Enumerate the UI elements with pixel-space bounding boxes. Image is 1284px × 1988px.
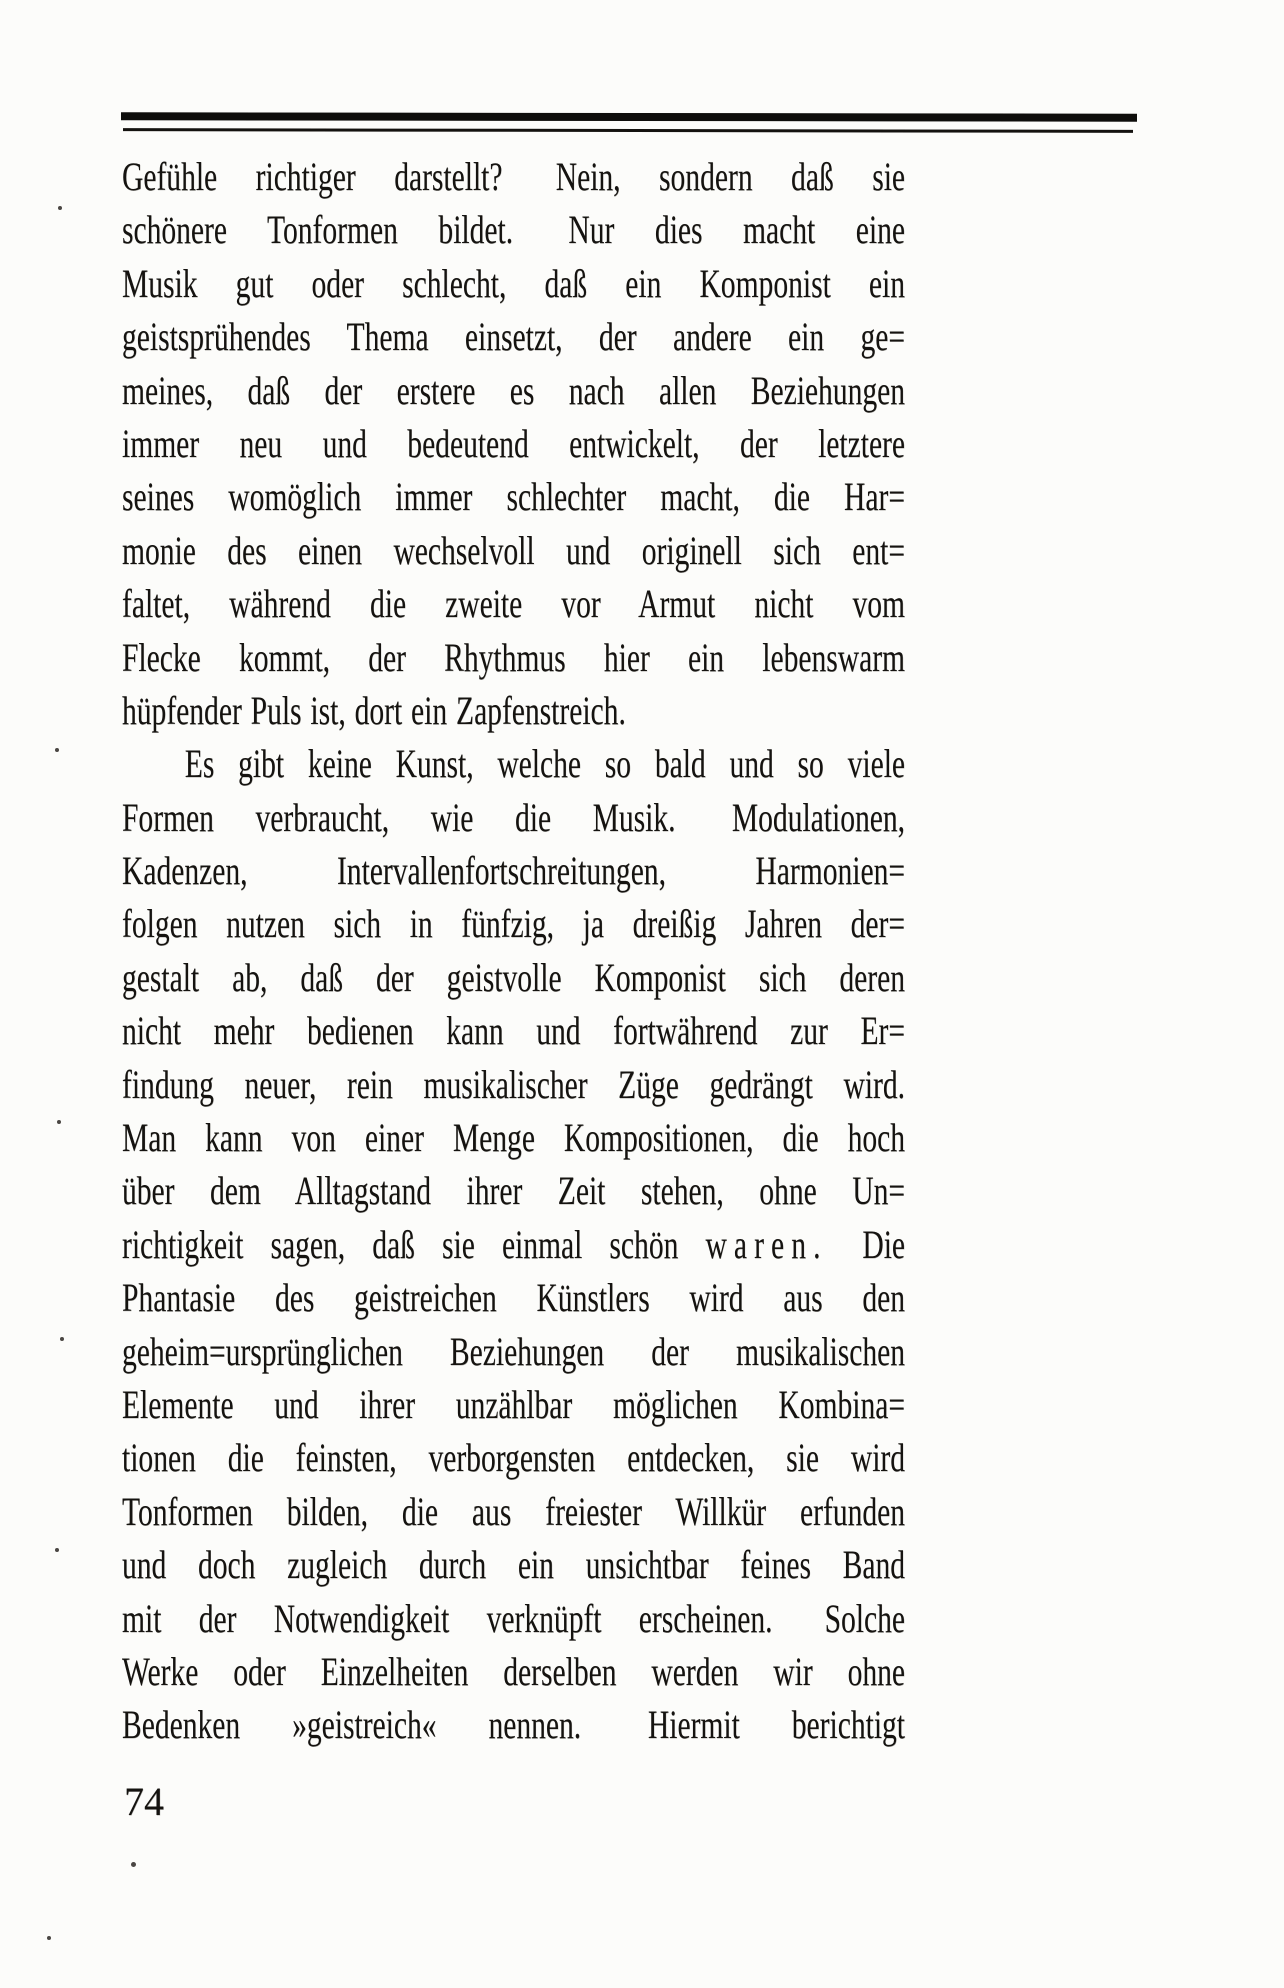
text-line: hüpfender Puls ist, dort ein Zapfenstreich.: [122, 687, 626, 733]
text-line: richtigkeit sagen, daß sie einmal schön waren. Die: [122, 1221, 906, 1267]
text-line: Tonformen bilden, die aus freiester Willkür erfunden: [122, 1488, 906, 1534]
text-line: über dem Alltagstand ihrer Zeit stehen, ohne Un=: [122, 1168, 906, 1214]
top-rule-thin: [123, 128, 1133, 133]
letterspaced-word: waren: [705, 1221, 814, 1267]
text-line: findung neuer, rein musikalischer Züge gedrängt wird.: [122, 1061, 906, 1107]
scan-speck: [55, 1548, 59, 1552]
text-line: Werke oder Einzelheiten derselben werden wir ohne: [122, 1648, 906, 1694]
text-line: gestalt ab, daß der geistvolle Komponist sich deren: [122, 954, 906, 1000]
scan-speck: [131, 1862, 136, 1867]
text-line: Musik gut oder schlecht, daß ein Komponist ein: [122, 260, 906, 306]
text-line: Es gibt keine Kunst, welche so bald und so viele: [184, 741, 906, 787]
text-line: nicht mehr bedienen kann und fortwährend zur Er=: [122, 1008, 906, 1054]
scan-speck: [55, 748, 59, 752]
text-line: geheim=ursprünglichen Beziehungen der musikalischen: [122, 1328, 906, 1374]
page-text: [122, 150, 905, 1752]
text-line: meines, daß der erstere es nach allen Beziehungen: [122, 367, 906, 413]
text-line: Phantasie des geistreichen Künstlers wird aus den: [122, 1275, 906, 1321]
scan-speck: [60, 1337, 64, 1341]
text-line: Flecke kommt, der Rhythmus hier ein lebenswarm: [122, 634, 906, 680]
text-line: Elemente und ihrer unzählbar möglichen Kombina=: [122, 1381, 906, 1427]
text-line: geistsprühendes Thema einsetzt, der andere ein ge=: [122, 314, 906, 360]
scan-speck: [47, 1936, 51, 1940]
text-line: tionen die feinsten, verborgensten entdecken, sie wird: [122, 1435, 906, 1481]
text-line: Man kann von einer Menge Kompositionen, die hoch: [122, 1115, 906, 1161]
text-line: Kadenzen, Intervallenfortschreitungen, Harmonien=: [122, 848, 906, 894]
text-line: seines womöglich immer schlechter macht, die Har=: [122, 474, 906, 520]
text-line: folgen nutzen sich in fünfzig, ja dreißig Jahren der=: [122, 901, 906, 947]
text-line: mit der Notwendigkeit verknüpft erscheinen. Solche: [122, 1595, 906, 1641]
text-line: Bedenken »geistreich« nennen. Hiermit berichtigt: [122, 1702, 906, 1748]
text-line: und doch zugleich durch ein unsichtbar feines Band: [122, 1542, 906, 1588]
page-number: 74: [124, 1779, 164, 1824]
top-rule-thick: [121, 112, 1137, 121]
text-line: immer neu und bedeutend entwickelt, der letztere: [122, 420, 906, 466]
text-line: schönere Tonformen bildet. Nur dies macht eine: [122, 207, 906, 253]
text-line: Gefühle richtiger darstellt? Nein, sondern daß sie: [122, 154, 906, 199]
text-line: faltet, während die zweite vor Armut nicht vom: [122, 581, 906, 627]
scan-speck: [57, 1120, 61, 1124]
text-line: monie des einen wechselvoll und originell sich ent=: [122, 527, 906, 573]
scan-speck: [58, 206, 62, 210]
text-line: Formen verbraucht, wie die Musik. Modulationen,: [122, 794, 906, 840]
